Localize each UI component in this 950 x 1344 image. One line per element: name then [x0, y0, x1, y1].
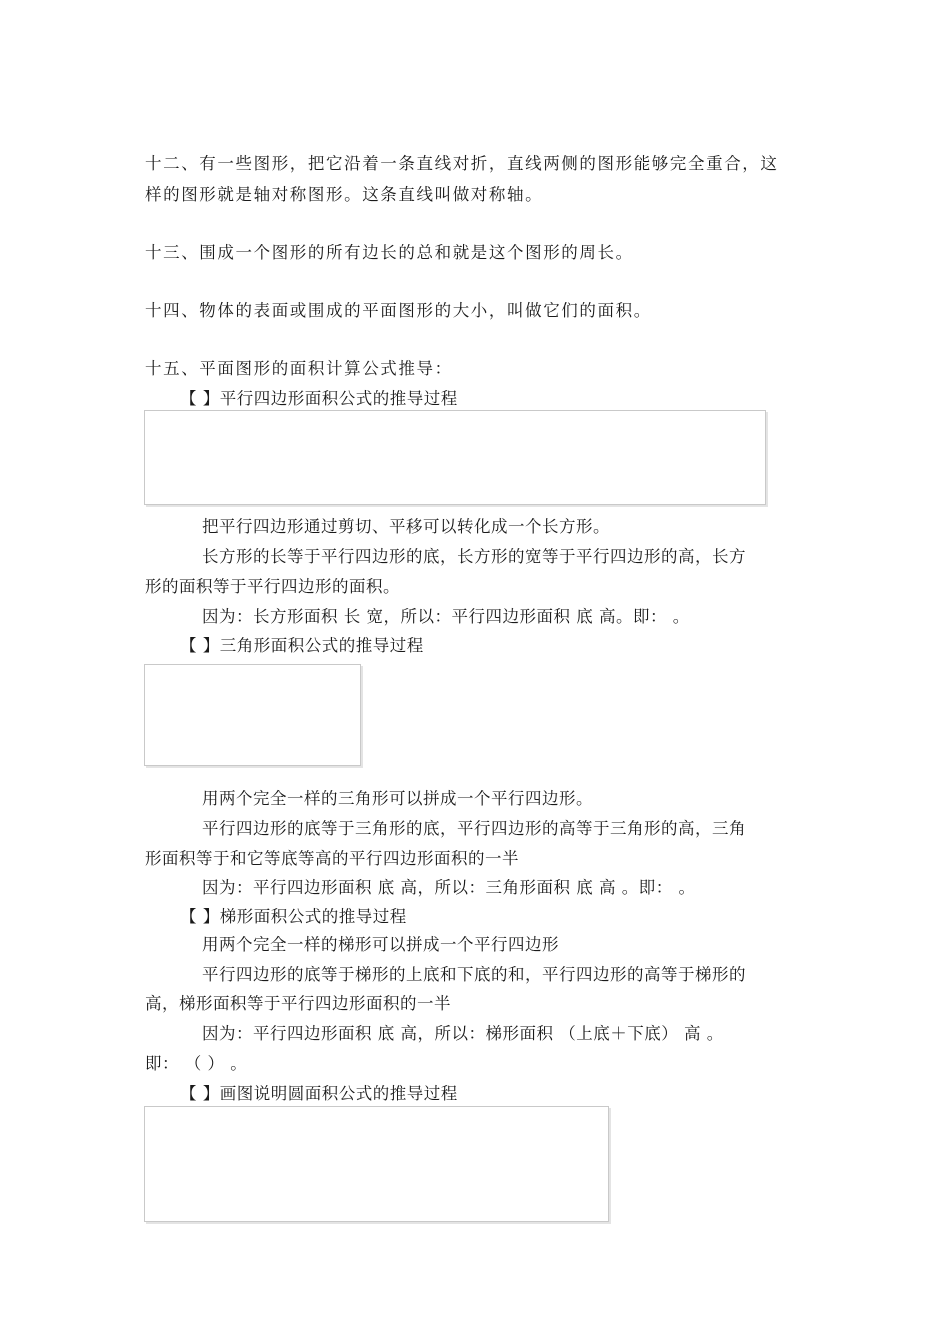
parallelogram-line-3: 因为：长方形面积 长 宽，所以：平行四边形面积 底 高。即： 。: [202, 607, 690, 626]
circle-figure-box: [144, 1106, 609, 1222]
paragraph-12-line-2: 样的图形就是轴对称图形。这条直线叫做对称轴。: [145, 185, 544, 204]
triangle-figure-box: [144, 664, 361, 766]
parallelogram-figure-box: [144, 410, 766, 505]
circle-heading: 【 】画图说明圆面积公式的推导过程: [180, 1084, 458, 1103]
trapezoid-line-3: 因为：平行四边形面积 底 高，所以：梯形面积 （上底＋下底） 高 。: [202, 1024, 724, 1043]
parallelogram-line-1: 把平行四边形通过剪切、平移可以转化成一个长方形。: [202, 517, 610, 536]
trapezoid-line-2b: 高，梯形面积等于平行四边形面积的一半: [145, 994, 451, 1013]
triangle-heading: 【 】三角形面积公式的推导过程: [180, 636, 424, 655]
paragraph-14: 十四、物体的表面或围成的平面图形的大小，叫做它们的面积。: [145, 301, 652, 320]
trapezoid-heading: 【 】梯形面积公式的推导过程: [180, 907, 407, 926]
paragraph-13: 十三、围成一个图形的所有边长的总和就是这个图形的周长。: [145, 243, 634, 262]
triangle-line-3: 因为：平行四边形面积 底 高，所以：三角形面积 底 高 。即： 。: [202, 878, 696, 897]
trapezoid-line-4: 即： （ ） 。: [145, 1054, 248, 1073]
parallelogram-line-2b: 形的面积等于平行四边形的面积。: [145, 577, 400, 596]
parallelogram-heading: 【 】平行四边形面积公式的推导过程: [180, 389, 458, 408]
triangle-line-2a: 平行四边形的底等于三角形的底，平行四边形的高等于三角形的高，三角: [202, 819, 746, 838]
triangle-line-1: 用两个完全一样的三角形可以拼成一个平行四边形。: [202, 789, 593, 808]
trapezoid-line-1: 用两个完全一样的梯形可以拼成一个平行四边形: [202, 935, 559, 954]
paragraph-15: 十五、平面图形的面积计算公式推导：: [145, 359, 453, 378]
paragraph-12-line-1: 十二、有一些图形，把它沿着一条直线对折，直线两侧的图形能够完全重合，这: [145, 154, 779, 173]
trapezoid-line-2a: 平行四边形的底等于梯形的上底和下底的和，平行四边形的高等于梯形的: [202, 965, 746, 984]
parallelogram-line-2a: 长方形的长等于平行四边形的底，长方形的宽等于平行四边形的高，长方: [202, 547, 746, 566]
triangle-line-2b: 形面积等于和它等底等高的平行四边形面积的一半: [145, 849, 519, 868]
